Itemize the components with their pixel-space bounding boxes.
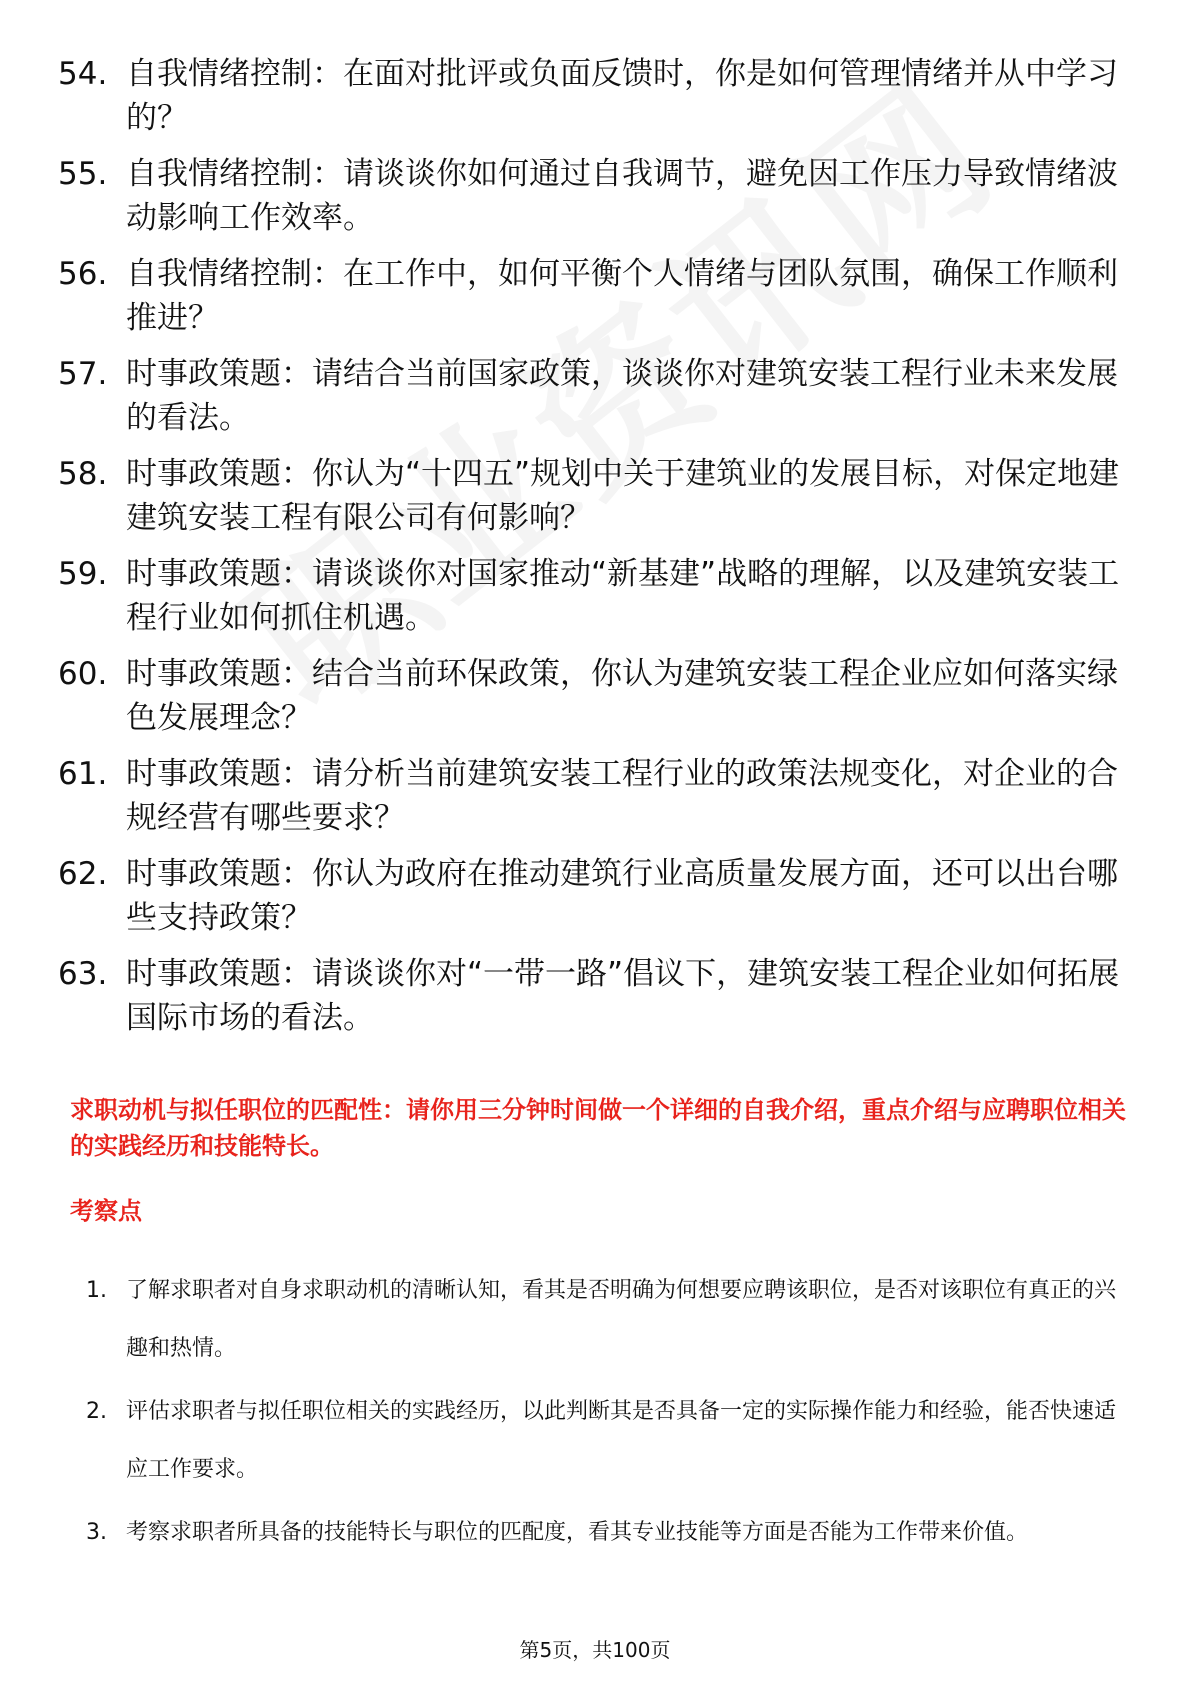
question-number: 54.: [58, 56, 108, 92]
interview-question-heading: 求职动机与拟任职位的匹配性：请你用三分钟时间做一个详细的自我介绍，重点介绍与应聘职位相关的实践经历和技能特长。: [70, 1096, 1126, 1160]
point-number: 2.: [86, 1399, 107, 1424]
question-number: 56.: [58, 256, 108, 292]
question-number: 60.: [58, 656, 108, 692]
question-text: 自我情绪控制：在面对批评或负面反馈时，你是如何管理情绪并从中学习的？: [126, 56, 1118, 136]
question-text: 时事政策题：请谈谈你对国家推动“新基建”战略的理解，以及建筑安装工程行业如何抓住机遇。: [126, 556, 1120, 636]
question-item: [58, 252, 1138, 340]
question-item: [58, 152, 1138, 240]
page-footer: 第5页，共100页: [519, 1638, 671, 1662]
question-item: [58, 752, 1138, 840]
question-text: 时事政策题：请谈谈你对“一带一路”倡议下，建筑安装工程企业如何拓展国际市场的看法。: [126, 956, 1120, 1036]
point-text: 考察求职者所具备的技能特长与职位的匹配度，看其专业技能等方面是否能为工作带来价值。: [126, 1520, 1029, 1545]
question-text: 自我情绪控制：在工作中，如何平衡个人情绪与团队氛围，确保工作顺利推进？: [126, 256, 1118, 336]
question-item: [58, 652, 1138, 740]
question-text: 自我情绪控制：请谈谈你如何通过自我调节，避免因工作压力导致情绪波动影响工作效率。: [126, 156, 1118, 236]
question-number: 57.: [58, 356, 108, 392]
question-item: [58, 552, 1138, 640]
question-number: 63.: [58, 956, 108, 992]
question-item: [58, 452, 1138, 540]
question-number: 58.: [58, 456, 108, 492]
point-text: 了解求职者对自身求职动机的清晰认知，看其是否明确为何想要应聘该职位，是否对该职位有真正的兴趣和热情。: [126, 1278, 1117, 1361]
question-number: 59.: [58, 556, 108, 592]
question-item: [58, 52, 1138, 140]
assessment-point: [86, 1383, 1136, 1499]
point-text: 评估求职者与拟任职位相关的实践经历，以此判断其是否具备一定的实际操作能力和经验，能否快速适应工作要求。: [126, 1399, 1117, 1482]
assessment-point: [86, 1262, 1136, 1378]
question-text: 时事政策题：请分析当前建筑安装工程行业的政策法规变化，对企业的合规经营有哪些要求？: [126, 756, 1118, 836]
question-item: [58, 952, 1138, 1040]
section-title: 考察点: [70, 1197, 142, 1225]
question-text: 时事政策题：结合当前环保政策，你认为建筑安装工程企业应如何落实绿色发展理念？: [126, 656, 1118, 736]
point-number: 3.: [86, 1520, 107, 1545]
question-item: [58, 352, 1138, 440]
question-list: [58, 52, 1138, 1052]
assessment-point: [86, 1504, 1136, 1562]
question-text: 时事政策题：你认为政府在推动建筑行业高质量发展方面，还可以出台哪些支持政策？: [126, 856, 1118, 936]
question-text: 时事政策题：请结合当前国家政策，谈谈你对建筑安装工程行业未来发展的看法。: [126, 356, 1118, 436]
question-item: [58, 852, 1138, 940]
question-number: 55.: [58, 156, 108, 192]
question-text: 时事政策题：你认为“十四五”规划中关于建筑业的发展目标，对保定地建建筑安装工程有限公司有何影响？: [126, 456, 1120, 536]
point-number: 1.: [86, 1278, 107, 1303]
question-number: 61.: [58, 756, 108, 792]
assessment-points: [86, 1262, 1136, 1567]
question-number: 62.: [58, 856, 108, 892]
